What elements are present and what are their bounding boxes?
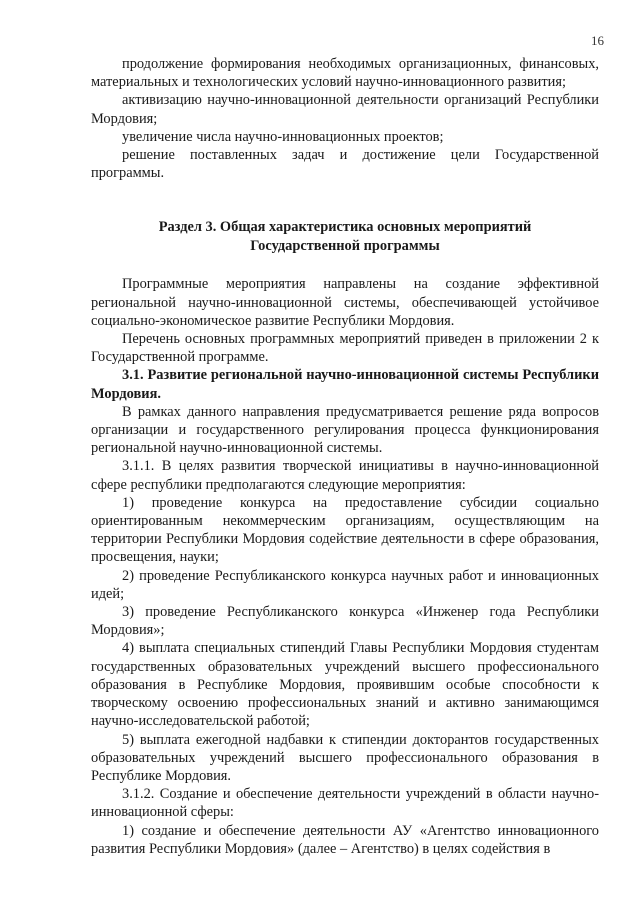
list-item: 5) выплата ежегодной надбавки к стипендии докторантов государственных образовательных учреждений высшего профессионального образования в Республике Мордовия.: [91, 731, 599, 784]
page-content: [91, 55, 599, 858]
paragraph: Перечень основных программных мероприятий приведен в приложении 2 к Государственной программе.: [91, 331, 599, 366]
list-item: 1) создание и обеспечение деятельности АУ «Агентство инновационного развития Республики Мордовия» (далее – Агентство) в целях содействия в: [91, 822, 599, 857]
paragraph: В рамках данного направления предусматривается решение ряда вопросов организации и государственного регулирования процесса функционирования региональной научно-инновационной системы.: [91, 403, 599, 457]
paragraph: 3.1.1. В целях развития творческой инициативы в научно-инновационной сфере республики предполагаются следующие мероприятия:: [91, 458, 599, 493]
paragraph: 3.1.2. Создание и обеспечение деятельности учреждений в области научно-инновационной сферы:: [91, 786, 599, 821]
paragraph: продолжение формирования необходимых организационных, финансовых, материальных и технологических условий научно-инновационного развития;: [91, 56, 599, 91]
paragraph: активизацию научно-инновационной деятельности организаций Республики Мордовия;: [91, 92, 599, 127]
subsection-heading: 3.1. Развитие региональной научно-инновационной системы Республики Мордовия.: [91, 367, 599, 402]
list-item: 2) проведение Республиканского конкурса научных работ и инновационных идей;: [91, 567, 599, 602]
section-heading-line: Государственной программы: [250, 237, 440, 254]
list-item: 4) выплата специальных стипендий Главы Республики Мордовия студентам государственных образовательных учреждений высшего профессионального образования в Республике Мордовия, проявившим особые способности к творческому освоению профессиональных знаний и активно занимающимся научно-исследовательской работой;: [91, 640, 599, 730]
section-heading: [91, 218, 599, 255]
list-item: 1) проведение конкурса на предоставление субсидии социально ориентированным некоммерческим организациям, осуществляющим на территории Республики Мордовия содействие деятельности в сфере образования, просвещения, науки;: [91, 494, 599, 566]
page-number: 16: [591, 33, 604, 48]
paragraph: решение поставленных задач и достижение цели Государственной программы.: [91, 147, 599, 182]
section-heading-line: Раздел 3. Общая характеристика основных мероприятий: [158, 219, 532, 236]
paragraph: Программные мероприятия направлены на создание эффективной региональной научно-инновационной системы, обеспечивающей устойчивое социально-экономическое развитие Республики Мордовия.: [91, 276, 599, 329]
paragraph: увеличение числа научно-инновационных проектов;: [122, 128, 444, 145]
list-item: 3) проведение Республиканского конкурса «Инженер года Республики Мордовия»;: [91, 604, 599, 639]
